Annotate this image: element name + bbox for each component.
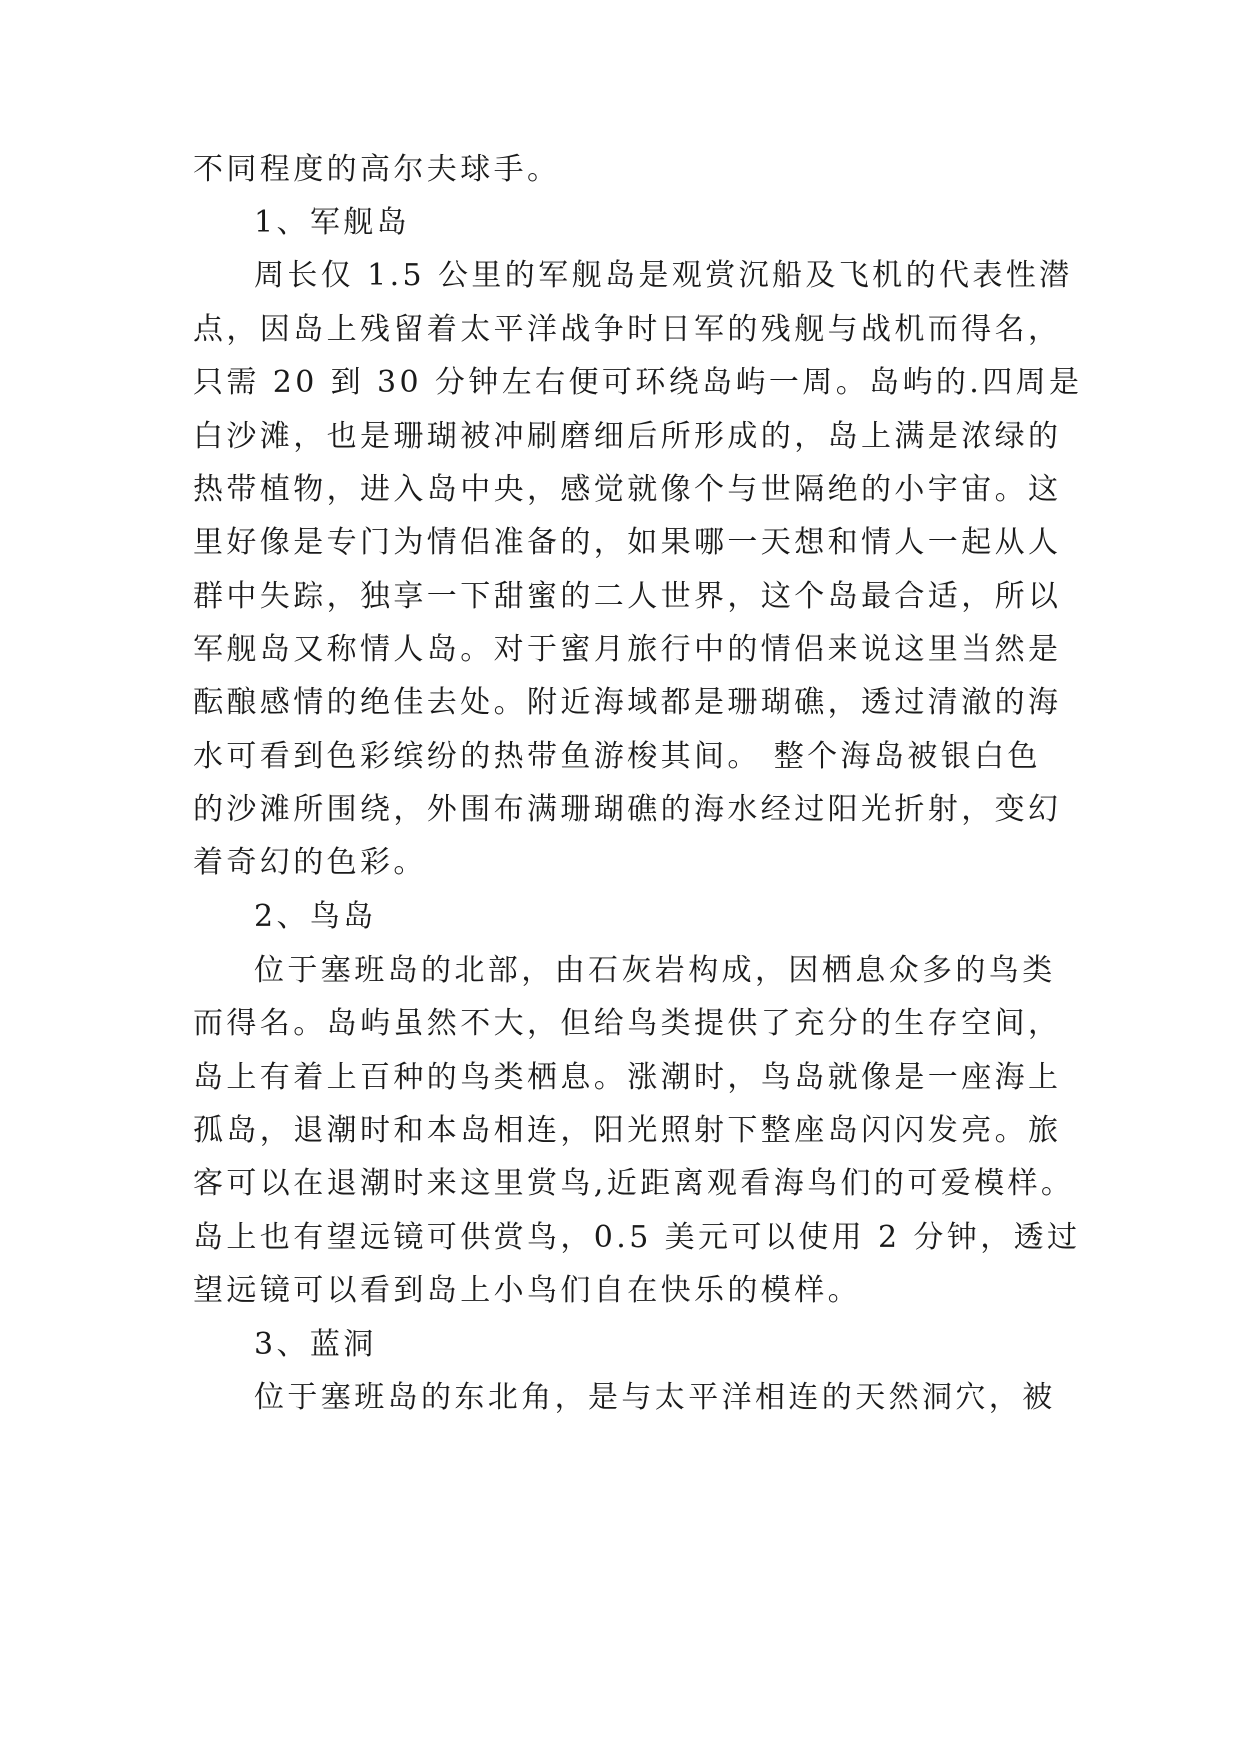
text-line: 里好像是专门为情侣准备的，如果哪一天想和情人一起从人 bbox=[193, 525, 1062, 560]
text-line: 的沙滩所围绕，外围布满珊瑚礁的海水经过阳光折射，变幻 bbox=[193, 792, 1062, 827]
text-line: 热带植物，进入岛中央，感觉就像个与世隔绝的小宇宙。这 bbox=[193, 472, 1062, 507]
text-line: 着奇幻的色彩。 bbox=[193, 845, 427, 880]
text-line: 白沙滩，也是珊瑚被冲刷磨细后所形成的，岛上满是浓绿的 bbox=[193, 419, 1062, 454]
text-line: 军舰岛又称情人岛。对于蜜月旅行中的情侣来说这里当然是 bbox=[193, 632, 1062, 667]
text-line: 周长仅 1.5 公里的军舰岛是观赏沉船及飞机的代表性潜 bbox=[254, 258, 1073, 293]
text-line: 群中失踪，独享一下甜蜜的二人世界，这个岛最合适，所以 bbox=[193, 579, 1062, 614]
text-line: 位于塞班岛的东北角，是与太平洋相连的天然洞穴，被 bbox=[254, 1380, 1056, 1415]
text-line: 位于塞班岛的北部，由石灰岩构成，因栖息众多的鸟类 bbox=[254, 953, 1056, 988]
text-line: 岛上有着上百种的鸟类栖息。涨潮时，鸟岛就像是一座海上 bbox=[193, 1060, 1062, 1095]
text-line: 望远镜可以看到岛上小鸟们自在快乐的模样。 bbox=[193, 1273, 861, 1308]
text-line: 只需 20 到 30 分钟左右便可环绕岛屿一周。岛屿的.四周是 bbox=[193, 365, 1083, 400]
text-line: 水可看到色彩缤纷的热带鱼游梭其间。 整个海岛被银白色 bbox=[193, 739, 1041, 774]
text-line: 客可以在退潮时来这里赏鸟,近距离观看海鸟们的可爱模样。 bbox=[193, 1166, 1075, 1201]
text-line: 岛上也有望远镜可供赏鸟，0.5 美元可以使用 2 分钟，透过 bbox=[193, 1220, 1081, 1255]
text-line: 孤岛，退潮时和本岛相连，阳光照射下整座岛闪闪发亮。旅 bbox=[193, 1113, 1062, 1148]
section-heading: 2、鸟岛 bbox=[254, 899, 377, 934]
section-heading: 1、军舰岛 bbox=[254, 205, 411, 240]
text-line: 而得名。岛屿虽然不大，但给鸟类提供了充分的生存空间， bbox=[193, 1006, 1062, 1041]
text-line: 酝酿感情的绝佳去处。附近海域都是珊瑚礁，透过清澈的海 bbox=[193, 685, 1062, 720]
text-line: 点，因岛上残留着太平洋战争时日军的残舰与战机而得名， bbox=[193, 312, 1062, 347]
text-line: 不同程度的高尔夫球手。 bbox=[193, 152, 561, 187]
section-heading: 3、蓝洞 bbox=[254, 1327, 377, 1362]
